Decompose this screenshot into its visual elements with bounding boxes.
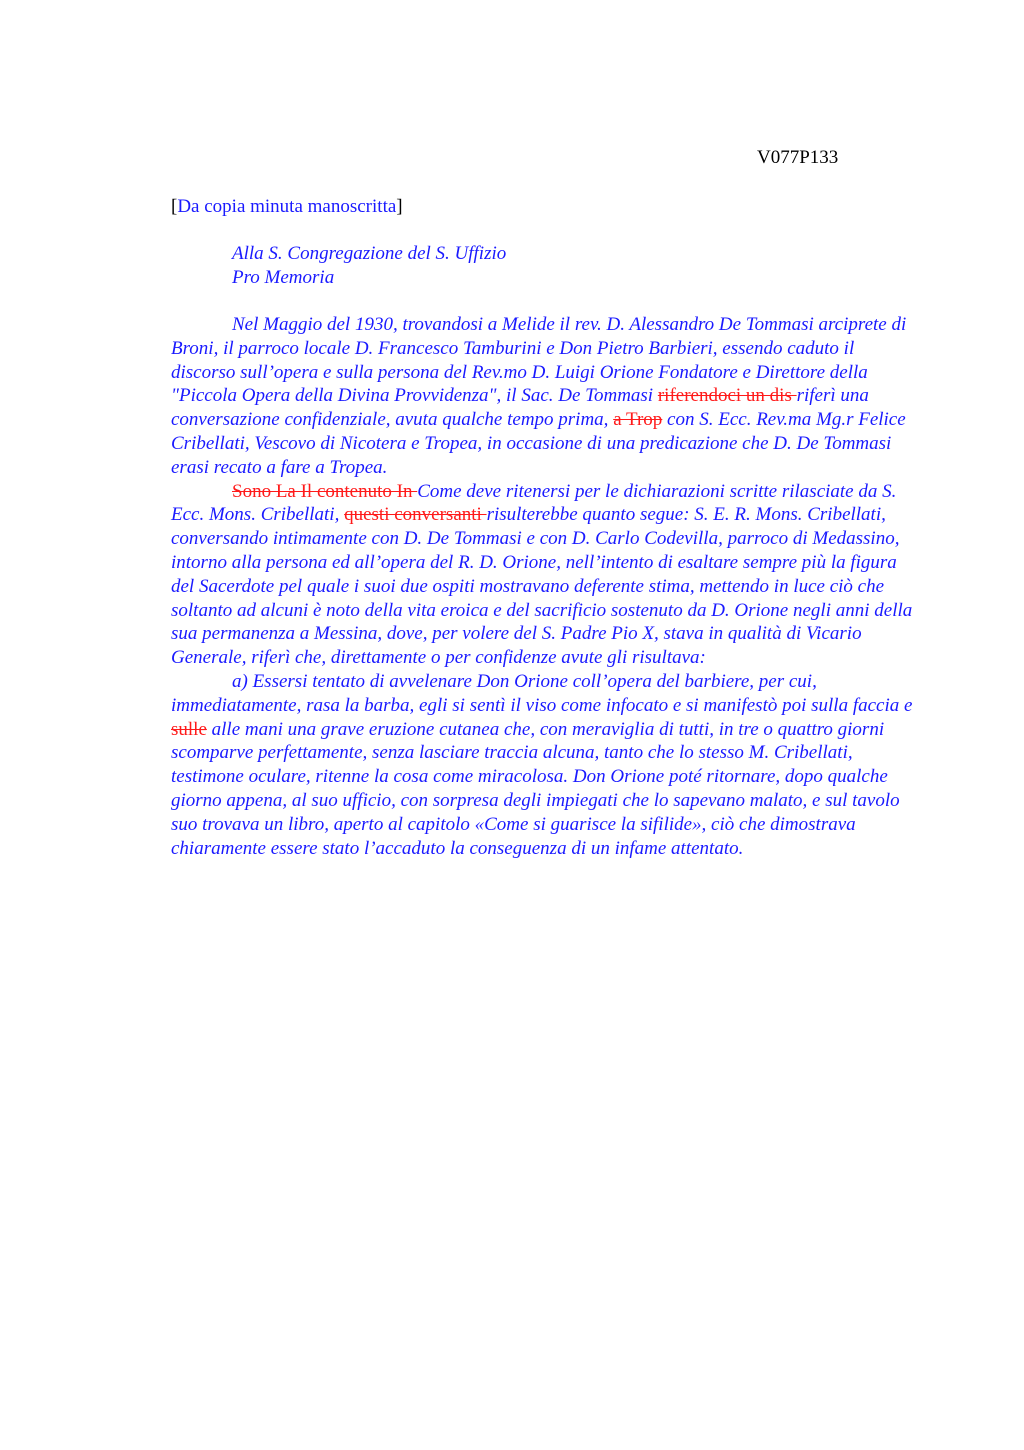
paragraph-3 (171, 670, 923, 860)
source-close-bracket: ] (396, 196, 403, 217)
paragraph-1 (171, 313, 923, 480)
paragraph-2 (171, 480, 923, 670)
p1-text-2: riferì una conversazione confidenziale, avuta qualche tempo prima, (171, 385, 869, 431)
p3-deleted-1: sulle (171, 718, 207, 740)
p2-text-2: risulterebbe quanto segue: S. E. R. Mons. Cribellati, conversando intimamente con D. De Tommasi e con D. Carlo Codevilla, parroco di Medassino, intorno alla persona ed all’opera del R. D. Orione, nell’intento di esaltare sempre più la figura del Sacerdote pel quale i suoi due ospiti mostravano deferente stima, mettendo in luce ciò che soltanto ad alcuni è noto della vita eroica e del sacrificio sostenuto da D. Orione negli anni della sua permanenza a Messina, dove, per volere del S. Padre Pio X, stava in qualità di Vicario Generale, riferì che, direttamente o per confidenze avute gli risultava: (171, 504, 913, 669)
p1-deleted-2: a Trop (613, 409, 663, 431)
p2-text-1: Come deve ritenersi per le dichiarazioni scritte rilasciate da S. Ecc. Mons. Cribellati, (171, 480, 897, 526)
addressee-heading: Alla S. Congregazione del S. Uffizio (232, 243, 507, 264)
p3-text-1: a) Essersi tentato di avvelenare Don Orione coll’opera del barbiere, per cui, immediatamente, rasa la barba, egli si sentì il viso come infocato e si manifestò poi sulla faccia e (171, 670, 913, 716)
source-open-bracket: [ (171, 196, 178, 217)
memo-heading: Pro Memoria (232, 267, 335, 288)
p2-deleted-2: questi conversanti (344, 504, 487, 526)
document-body (171, 313, 923, 860)
p1-deleted-1: riferendoci un dis (657, 385, 797, 407)
p1-text-3: con S. Ecc. Rev.ma Mg.r Felice Cribellati, Vescovo di Nicotera e Tropea, in occasione di una predicazione che D. De Tommasi erasi recato a fare a Tropea. (171, 409, 906, 478)
source-text: Da copia minuta manoscritta (177, 196, 397, 217)
p1-text-1: Nel Maggio del 1930, trovandosi a Melide il rev. D. Alessandro De Tommasi arciprete di Broni, il parroco locale D. Francesco Tamburini e Don Pietro Barbieri, essendo caduto il discorso sull’opera e sulla persona del Rev.mo D. Luigi Orione Fondatore e Direttore della "Piccola Opera della Divina Provvidenza", il Sac. De Tommasi (171, 314, 907, 407)
document-reference-code: V077P133 (757, 147, 839, 168)
source-note (171, 195, 403, 219)
p3-text-2: alle mani una grave eruzione cutanea che, con meraviglia di tutti, in tre o quattro giorni scomparve perfettamente, senza lasciare traccia alcuna, tanto che lo stesso M. Cribellati, testimone oculare, ritenne la cosa come miracolosa. Don Orione poté ritornare, dopo qualche giorno appena, al suo ufficio, con sorpresa degli impiegati che lo sapevano malato, e sul tavolo suo trovava un libro, aperto al capitolo «Come si guarisce la sifilide», ciò che dimostrava chiaramente essere stato l’accaduto la conseguenza di un infame attentato. (171, 718, 900, 859)
p2-deleted-1: Sono La Il contenuto In (232, 480, 418, 502)
